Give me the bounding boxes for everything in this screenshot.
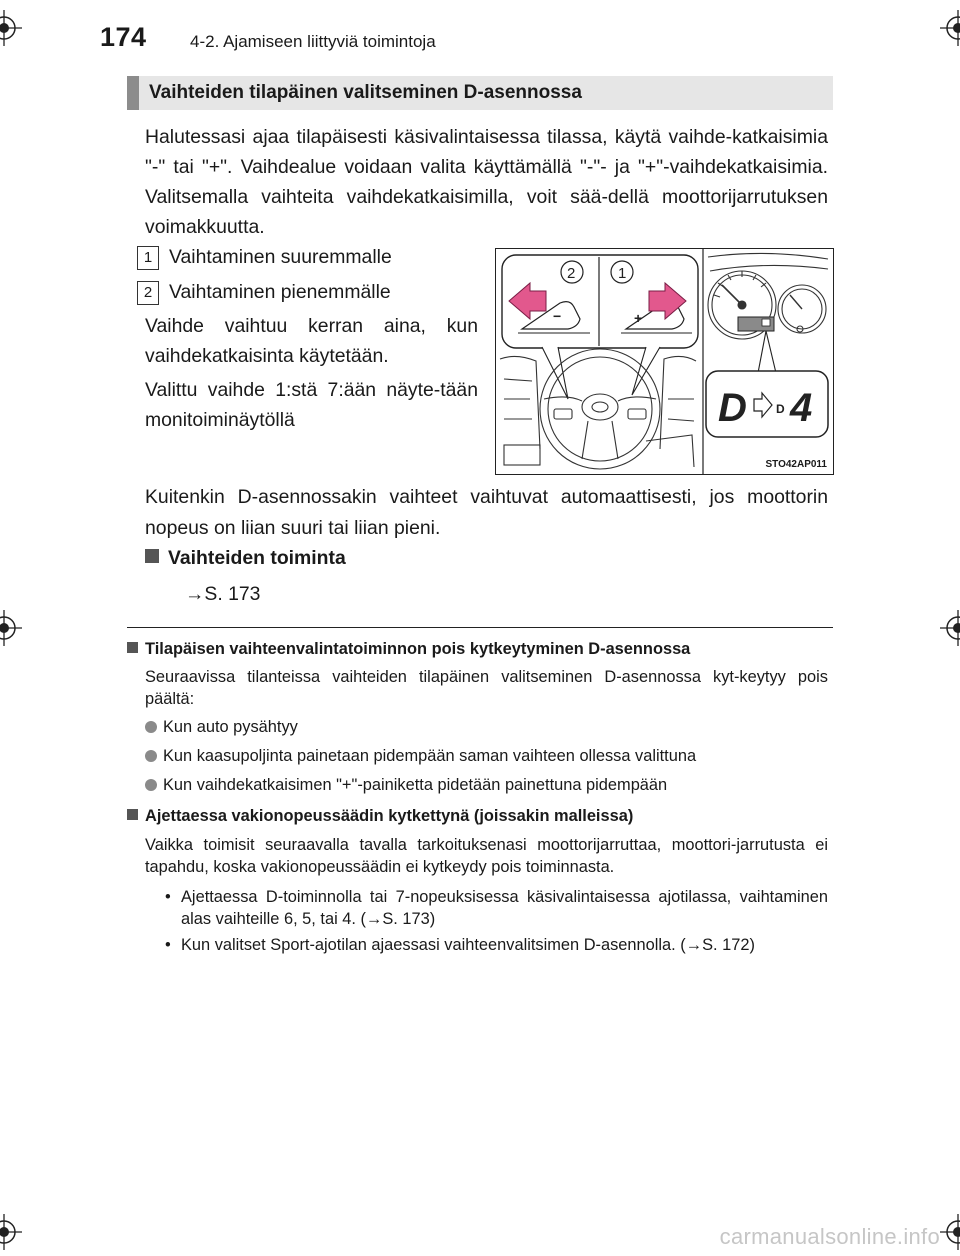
note-heading-text: Ajettaessa vakionopeussäädin kytkettynä (joissakin malleissa) (145, 807, 634, 825)
item-label: Vaihtaminen suuremmalle (169, 246, 392, 268)
registration-mark-icon (0, 610, 22, 646)
page-reference-link[interactable]: →S. 173 (185, 583, 261, 605)
list-item-text: Kun vaihdekatkaisimen "+"-painiketta pidetään painettuna pidempään (163, 776, 668, 794)
paddle-shift-figure (495, 248, 834, 475)
registration-mark-icon (940, 1214, 960, 1250)
bullet-dot: • (165, 936, 171, 954)
square-bullet-icon (127, 809, 138, 820)
divider (127, 627, 833, 628)
section-title: Vaihteiden tilapäinen valitseminen D-asennossa (127, 76, 833, 110)
minus-label: − (553, 308, 562, 324)
list-item-text: Kun valitset Sport-ajotilan ajaessasi vaihteenvalitsimen D-asennolla. (→S. 172) (181, 936, 755, 954)
list-item (165, 886, 828, 930)
display-paragraph: Valittu vaihde 1:stä 7:ään näyte-tään monitoiminäytöllä (145, 379, 478, 431)
list-item (145, 747, 696, 766)
registration-mark-icon (0, 10, 22, 46)
list-item (145, 776, 667, 795)
intro-paragraph: Halutessasi ajaa tilapäisesti käsivalintaisessa tilassa, käytä vaihde-katkaisimia "-" tai "+". Vaihdealue voidaan valita käyttämällä "-"- ja "+"-vaihdekatkaisimia. Valitsemalla vaihteita vaihdekatkaisimilla, voit sää-dellä moottorijarrutuksen voimakkuutta. (145, 126, 828, 238)
steering-wheel-illustration (496, 249, 833, 474)
page-number: 174 (100, 22, 147, 52)
list-item (145, 718, 298, 737)
callout-1: 1 (618, 265, 627, 282)
figure-code: STO42AP011 (765, 459, 827, 470)
plus-label: + (634, 310, 643, 326)
item-number-badge: 2 (137, 281, 159, 305)
round-bullet-icon (145, 721, 157, 733)
square-bullet-icon (145, 549, 159, 563)
note-2-text: Vaikka toimisit seuraavalla tavalla tarkoituksenasi moottorijarruttaa, moottori-jarrutusta ei tapahdu, koska vakionopeussäädin ei kytkeydy pois toiminnasta. (145, 836, 828, 876)
automatic-shift-paragraph: Kuitenkin D-asennossakin vaihteet vaihtuvat automaattisesti, jos moottorin nopeus on liian suuri tai liian pieni. (145, 486, 828, 539)
note-heading-2 (127, 807, 633, 826)
chapter-title: 4-2. Ajamiseen liittyviä toimintoja (190, 32, 436, 51)
list-item-text: Kun kaasupoljinta painetaan pidempään saman vaihteen ollessa valittuna (163, 747, 697, 765)
registration-mark-icon (940, 610, 960, 646)
note-heading-1 (127, 640, 690, 659)
numbered-item-2 (137, 278, 391, 306)
note-heading-text: Tilapäisen vaihteenvalintatoiminnon pois kytkeytyminen D-asennossa (145, 640, 691, 658)
watermark: carmanualsonline.info (719, 1224, 940, 1249)
item-label: Vaihtaminen pienemmälle (169, 281, 391, 303)
list-item-text: Ajettaessa D-toiminnolla tai 7-nopeuksisessa käsivalintaisessa ajotilassa, vaihtaminen alas vaihteille 6, 5, tai 4. (→S. 173) (181, 888, 828, 928)
registration-mark-icon (940, 10, 960, 46)
note-1-text: Seuraavissa tilanteissa vaihteiden tilapäinen valitseminen D-asennossa kyt-keytyy pois päältä: (145, 668, 828, 708)
bullet-dot: • (165, 888, 171, 906)
list-item-text: Kun auto pysähtyy (163, 718, 298, 736)
numbered-item-1 (137, 243, 392, 271)
square-bullet-icon (127, 642, 138, 653)
round-bullet-icon (145, 750, 157, 762)
registration-mark-icon (0, 1214, 22, 1250)
gear-change-paragraph: Vaihde vaihtuu kerran aina, kun vaihdekatkaisinta käytetään. (145, 315, 478, 367)
display-mode-letter: D (776, 402, 785, 416)
subheading-text: Vaihteiden toiminta (168, 547, 346, 569)
round-bullet-icon (145, 779, 157, 791)
display-gear-letter: D (718, 386, 747, 430)
subheading (145, 547, 346, 570)
list-item (165, 934, 828, 956)
item-number-badge: 1 (137, 246, 159, 270)
callout-2: 2 (567, 265, 576, 282)
display-gear-number: 4 (790, 386, 813, 430)
